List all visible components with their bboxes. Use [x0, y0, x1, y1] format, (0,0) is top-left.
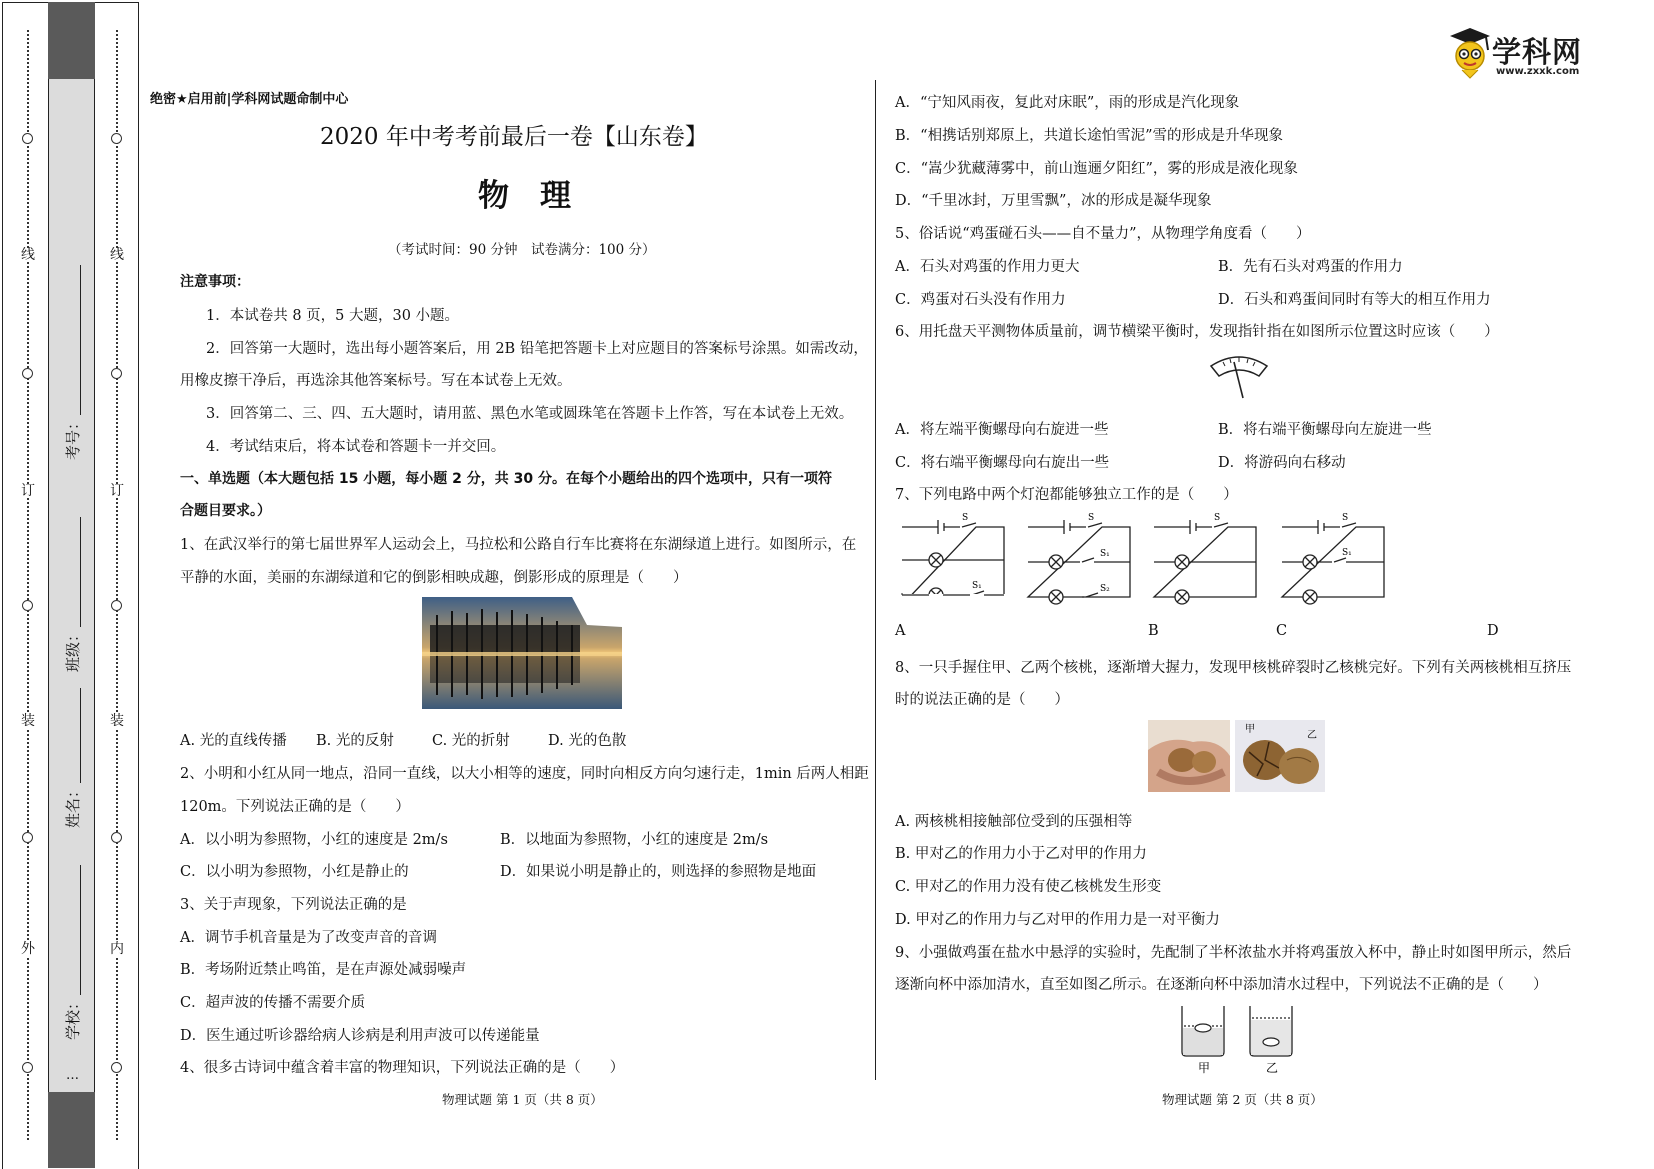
outer-char-line: 线 [21, 247, 35, 263]
column-divider [875, 80, 876, 1080]
field-exam-no-label: 考号： [64, 414, 82, 460]
notes-heading: 注意事项： [180, 274, 250, 290]
q8-stem-cont: 时的说法正确的是（ ） [895, 692, 1069, 708]
logo-name: 学科网 [1492, 35, 1583, 69]
field-exam-no[interactable] [62, 265, 83, 460]
note-1: 1．本试卷共 8 页，5 大题，30 小题。 [206, 308, 460, 324]
q3-option-b: B．考场附近禁止鸣笛，是在声源处减弱噪声 [180, 962, 467, 978]
circuit-c [1152, 515, 1258, 605]
xuekewang-logo [1446, 26, 1586, 82]
outer-circle [22, 133, 33, 144]
outer-char-pack: 装 [21, 713, 35, 729]
q9-stem: 9、小强做鸡蛋在盐水中悬浮的实验时，先配制了半杯浓盐水并将鸡蛋放入杯中，静止时如图甲所示，然后 [895, 945, 1572, 961]
circuit-a [900, 515, 1006, 605]
note-2: 2．回答第一大题时，选出每小题答案后，用 2B 铅笔把答题卡上对应题目的答案标号涂黑。如需改动， [206, 341, 868, 357]
q4-option-d: D．“千里冰封，万里雪飘”，冰的形成是凝华现象 [895, 193, 1212, 209]
q1-option-a: A. 光的直线传播 [180, 733, 287, 749]
inner-circle [111, 368, 122, 379]
exam-info: （考试时间：90 分钟 试卷满分：100 分） [388, 242, 656, 258]
q1-option-d: D. 光的色散 [548, 733, 627, 749]
outer-circle [22, 1062, 33, 1073]
q4-option-b: B．“相携话别郑原上，共道长途怕雪泥”雪的形成是升华现象 [895, 128, 1283, 144]
binding-dark-top [48, 2, 95, 79]
circuit-b-switch-label: S [1088, 513, 1095, 523]
inner-circle [111, 600, 122, 611]
inner-char-bind: 订 [110, 483, 124, 499]
beaker-label-yi: 乙 [1266, 1061, 1279, 1075]
q8-stem: 8、一只手握住甲、乙两个核桃，逐渐增大握力，发现甲核桃碎裂时乙核桃完好。下列有关两核桃相互挤压 [895, 660, 1572, 676]
circuit-d-switch-label: S [1342, 513, 1349, 523]
secret-label: 绝密★启用前|学科网试题命制中心 [150, 92, 349, 107]
page1-footer: 物理试题 第 1 页（共 8 页） [442, 1092, 603, 1107]
q6-option-d: D．将游码向右移动 [1218, 455, 1346, 471]
note-4: 4．考试结束后，将本试卷和答题卡一并交回。 [206, 439, 506, 455]
field-class[interactable] [62, 517, 83, 672]
outer-char-outside: 外 [21, 941, 35, 957]
q2-stem-cont: 120m。下列说法正确的是（ ） [180, 799, 410, 815]
walnut-pair-image [1235, 720, 1325, 792]
circuit-a-switch-label: S [962, 513, 969, 523]
q2-option-d: D．如果说小明是静止的，则选择的参照物是地面 [500, 864, 817, 880]
q2-stem: 2、小明和小红从同一地点，沿同一直线，以大小相等的速度，同时向相反方向匀速行走，1min 后两人相距 [180, 766, 869, 782]
beaker-label-jia: 甲 [1198, 1061, 1211, 1075]
inner-cut-line [116, 30, 118, 1140]
q8-option-b: B. 甲对乙的作用力小于乙对甲的作用力 [895, 846, 1147, 862]
q4-option-a: A．“宁知风雨夜，复此对床眠”，雨的形成是汽化现象 [895, 95, 1240, 111]
inner-char-pack: 装 [110, 713, 124, 729]
q3-option-d: D．医生通过听诊器给病人诊病是利用声波可以传递能量 [180, 1028, 540, 1044]
inner-char-line: 线 [110, 247, 124, 263]
subject-title: 物 理 [478, 178, 571, 214]
q5-option-d: D．石头和鸡蛋间同时有等大的相互作用力 [1218, 292, 1491, 308]
circuit-a-switch1-label: S₁ [972, 581, 982, 591]
q1-option-b: B. 光的反射 [316, 733, 394, 749]
inner-circle [111, 133, 122, 144]
q4-option-c: C．“嵩少犹藏薄雾中，前山迤逦夕阳红”，雾的形成是液化现象 [895, 161, 1298, 177]
walnut-label-yi: 乙 [1307, 730, 1317, 741]
q2-option-c: C．以小明为参照物，小红是静止的 [180, 864, 409, 880]
q3-stem: 3、关于声现象，下列说法正确的是 [180, 897, 407, 913]
page2-footer: 物理试题 第 2 页（共 8 页） [1162, 1092, 1323, 1107]
circuit-c-switch-label: S [1214, 513, 1221, 523]
circuit-d-switch1-label: S₁ [1342, 548, 1352, 558]
q1-stem: 1、在武汉举行的第七届世界军人运动会上，马拉松和公路自行车比赛将在东湖绿道上进行。如图所示，在 [180, 537, 857, 553]
beaker-yi-image [1248, 1004, 1298, 1076]
balance-pointer-image [1207, 352, 1271, 402]
q9-stem-cont: 逐渐向杯中添加清水，直至如图乙所示。在逐渐向杯中添加清水过程中，下列说法不正确的是（ ） [895, 977, 1548, 993]
exam-title: 2020 年中考考前最后一卷【山东卷】 [320, 124, 708, 150]
logo-url: www.zxxk.com [1496, 66, 1580, 77]
circuit-d [1280, 515, 1386, 605]
field-school-label: 学校： [64, 994, 82, 1040]
lake-reflection-image [422, 597, 622, 709]
outer-circle [22, 368, 33, 379]
outer-circle [22, 832, 33, 843]
q5-option-c: C．鸡蛋对石头没有作用力 [895, 292, 1066, 308]
inner-circle [111, 1062, 122, 1073]
field-school[interactable] [62, 865, 83, 1040]
beaker-jia-image [1180, 1004, 1230, 1076]
section1-heading: 一、单选题（本大题包括 15 小题，每小题 2 分，共 30 分。在每个小题给出的四个选项中，只有一项符 [180, 471, 832, 487]
q4-stem: 4、很多古诗词中蕴含着丰富的物理知识，下列说法正确的是（ ） [180, 1060, 625, 1076]
q1-option-c: C. 光的折射 [432, 733, 510, 749]
q3-option-c: C．超声波的传播不需要介质 [180, 995, 366, 1011]
q8-option-a: A. 两核桃相接触部位受到的压强相等 [895, 814, 1133, 830]
outer-circle [22, 600, 33, 611]
q3-option-a: A．调节手机音量是为了改变声音的音调 [180, 930, 437, 946]
q7-stem: 7、下列电路中两个灯泡都能够独立工作的是（ ） [895, 487, 1238, 503]
binding-ellipsis: … [66, 1068, 79, 1083]
q8-option-c: C. 甲对乙的作用力没有使乙核桃发生形变 [895, 879, 1162, 895]
q8-option-d: D. 甲对乙的作用力与乙对甲的作用力是一对平衡力 [895, 912, 1220, 928]
q1-stem-cont: 平静的水面，美丽的东湖绿道和它的倒影相映成趣，倒影形成的原理是（ ） [180, 570, 688, 586]
q6-option-a: A．将左端平衡螺母向右旋进一些 [895, 422, 1109, 438]
q2-option-a: A．以小明为参照物，小红的速度是 2m/s [180, 832, 448, 848]
binding-dark-bottom [48, 1092, 95, 1168]
mascot-icon [1446, 26, 1494, 78]
q7-label-a: A [895, 623, 906, 639]
q5-stem: 5、俗话说“鸡蛋碰石头——自不量力”，从物理学角度看（ ） [895, 226, 1311, 242]
q7-label-c: C [1276, 623, 1288, 639]
q7-label-b: B [1148, 623, 1159, 639]
inner-circle [111, 832, 122, 843]
walnut-label-jia: 甲 [1245, 724, 1255, 735]
q7-label-d: D [1487, 623, 1499, 639]
circuit-b-switch1-label: S₁ [1100, 549, 1110, 559]
note-3: 3．回答第二、三、四、五大题时，请用蓝、黑色水笔或圆珠笔在答题卡上作答，写在本试卷上无效。 [206, 406, 854, 422]
q6-option-b: B．将右端平衡螺母向左旋进一些 [1218, 422, 1432, 438]
q2-option-b: B．以地面为参照物，小红的速度是 2m/s [500, 832, 769, 848]
section1-heading-cont: 合题目要求。） [180, 503, 271, 519]
q6-stem: 6、用托盘天平测物体质量前，调节横梁平衡时，发现指针指在如图所示位置这时应该（ ） [895, 324, 1499, 340]
q5-option-b: B．先有石头对鸡蛋的作用力 [1218, 259, 1403, 275]
q6-option-c: C．将右端平衡螺母向右旋出一些 [895, 455, 1110, 471]
note-2-cont: 用橡皮擦干净后，再选涂其他答案标号。写在本试卷上无效。 [180, 373, 572, 389]
walnut-hand-image [1148, 720, 1230, 792]
circuit-b-switch2-label: S₂ [1100, 584, 1110, 594]
circuit-b [1026, 515, 1132, 605]
field-class-label: 班级： [64, 626, 82, 672]
field-name[interactable] [62, 688, 83, 828]
inner-char-inside: 内 [110, 941, 124, 957]
q5-option-a: A．石头对鸡蛋的作用力更大 [895, 259, 1080, 275]
field-name-label: 姓名： [64, 782, 82, 828]
outer-cut-line [27, 30, 29, 1140]
outer-char-bind: 订 [21, 483, 35, 499]
